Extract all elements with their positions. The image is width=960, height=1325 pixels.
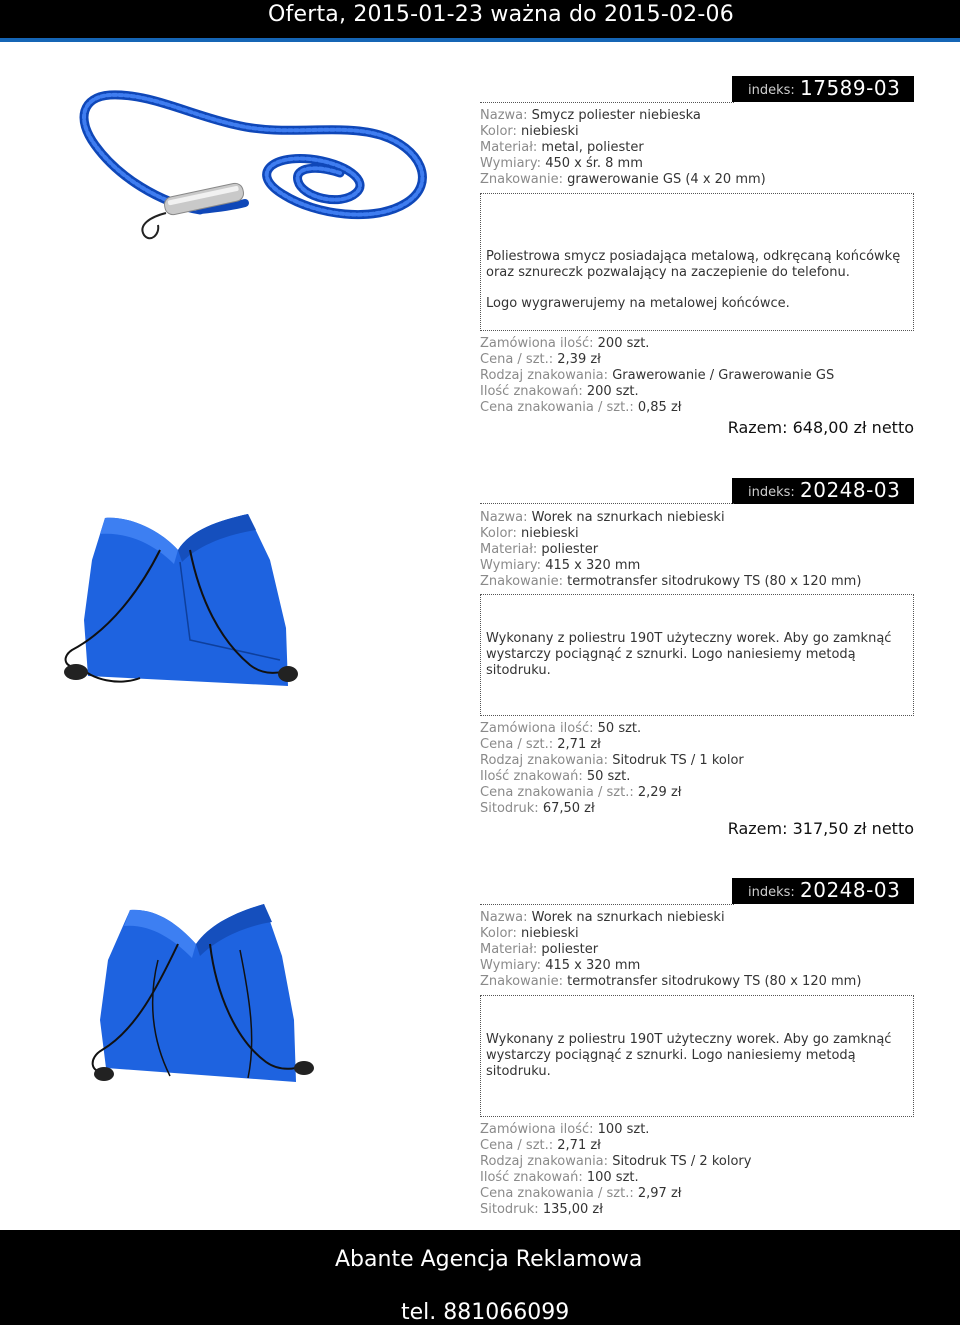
description-box (480, 193, 914, 331)
field-cena-znakowania: Cena znakowania / szt.: 2,29 zł (480, 785, 682, 800)
field-rodzaj: Rodzaj znakowania: Sitodruk TS / 1 kolor (480, 753, 744, 768)
field-znakowanie: Znakowanie: termotransfer sitodrukowy TS (80 x 120 mm) (480, 974, 862, 989)
description-text: Wykonany z poliestru 190T użyteczny worek. Aby go zamknąć wystarczy pociągnąć z sznurki. Logo naniesiemy metodą sitodruku. (486, 631, 892, 678)
field-ilosc: Zamówiona ilość: 200 szt. (480, 336, 650, 351)
field-cena-znakowania: Cena znakowania / szt.: 2,97 zł (480, 1186, 682, 1201)
indeks-value: 20248-03 (800, 478, 901, 502)
footer-bar (0, 1230, 960, 1325)
indeks-label: indeks: (748, 485, 795, 500)
drawstring-bag-image (60, 890, 320, 1090)
indeks-badge (732, 76, 914, 102)
field-wymiary: Wymiary: 415 x 320 mm (480, 958, 641, 973)
field-ilosc-znakowan: Ilość znakowań: 100 szt. (480, 1170, 639, 1185)
field-rodzaj: Rodzaj znakowania: Sitodruk TS / 2 kolory (480, 1154, 752, 1169)
field-kolor: Kolor: niebieski (480, 526, 579, 541)
offer-title: Oferta, 2015-01-23 ważna do 2015-02-06 (268, 2, 734, 27)
field-wymiary: Wymiary: 450 x śr. 8 mm (480, 156, 643, 171)
indeks-badge (732, 878, 914, 904)
field-rodzaj: Rodzaj znakowania: Grawerowanie / Grawerowanie GS (480, 368, 835, 383)
indeks-value: 17589-03 (800, 76, 901, 100)
field-cena-znakowania: Cena znakowania / szt.: 0,85 zł (480, 400, 682, 415)
company-name: Abante Agencja Reklamowa (335, 1247, 643, 1272)
field-cena: Cena / szt.: 2,71 zł (480, 737, 601, 752)
divider (480, 904, 734, 905)
indeks-label: indeks: (748, 885, 795, 900)
total-price: Razem: 317,50 zł netto (727, 819, 914, 838)
field-material: Materiał: poliester (480, 542, 599, 557)
description-text: Wykonany z poliestru 190T użyteczny worek. Aby go zamknąć wystarczy pociągnąć z sznurki. Logo naniesiemy metodą sitodruku. (486, 1032, 892, 1079)
description-box (480, 995, 914, 1117)
drawstring-bag-image (50, 490, 300, 690)
field-cena: Cena / szt.: 2,71 zł (480, 1138, 601, 1153)
field-material: Materiał: metal, poliester (480, 140, 644, 155)
field-sitodruk: Sitodruk: 135,00 zł (480, 1202, 603, 1217)
field-znakowanie: Znakowanie: grawerowanie GS (4 x 20 mm) (480, 172, 766, 187)
field-ilosc-znakowan: Ilość znakowań: 50 szt. (480, 769, 631, 784)
indeks-badge (732, 478, 914, 504)
header-bar (0, 0, 960, 40)
description-text: Poliestrowa smycz posiadająca metalową, odkręcaną końcówkę oraz sznureczk pozwalający na zaczepienie do telefonu. (486, 249, 901, 280)
field-kolor: Kolor: niebieski (480, 124, 579, 139)
total-price: Razem: 648,00 zł netto (727, 418, 914, 437)
field-nazwa: Nazwa: Worek na sznurkach niebieski (480, 910, 725, 925)
divider (480, 503, 734, 504)
field-kolor: Kolor: niebieski (480, 926, 579, 941)
field-nazwa: Nazwa: Worek na sznurkach niebieski (480, 510, 725, 525)
field-ilosc-znakowan: Ilość znakowań: 200 szt. (480, 384, 639, 399)
field-znakowanie: Znakowanie: termotransfer sitodrukowy TS (80 x 120 mm) (480, 574, 862, 589)
description-box (480, 594, 914, 716)
indeks-value: 20248-03 (800, 878, 901, 902)
field-ilosc: Zamówiona ilość: 50 szt. (480, 721, 642, 736)
field-ilosc: Zamówiona ilość: 100 szt. (480, 1122, 650, 1137)
field-cena: Cena / szt.: 2,39 zł (480, 352, 601, 367)
divider (480, 102, 734, 103)
lanyard-image (40, 85, 460, 300)
field-material: Materiał: poliester (480, 942, 599, 957)
field-wymiary: Wymiary: 415 x 320 mm (480, 558, 641, 573)
description-text-2: Logo wygrawerujemy na metalowej końcówce. (486, 296, 790, 311)
field-nazwa: Nazwa: Smycz poliester niebieska (480, 108, 701, 123)
company-phone: tel. 881066099 (401, 1300, 570, 1325)
indeks-label: indeks: (748, 83, 795, 98)
field-sitodruk: Sitodruk: 67,50 zł (480, 801, 595, 816)
header-accent-line (0, 38, 960, 42)
